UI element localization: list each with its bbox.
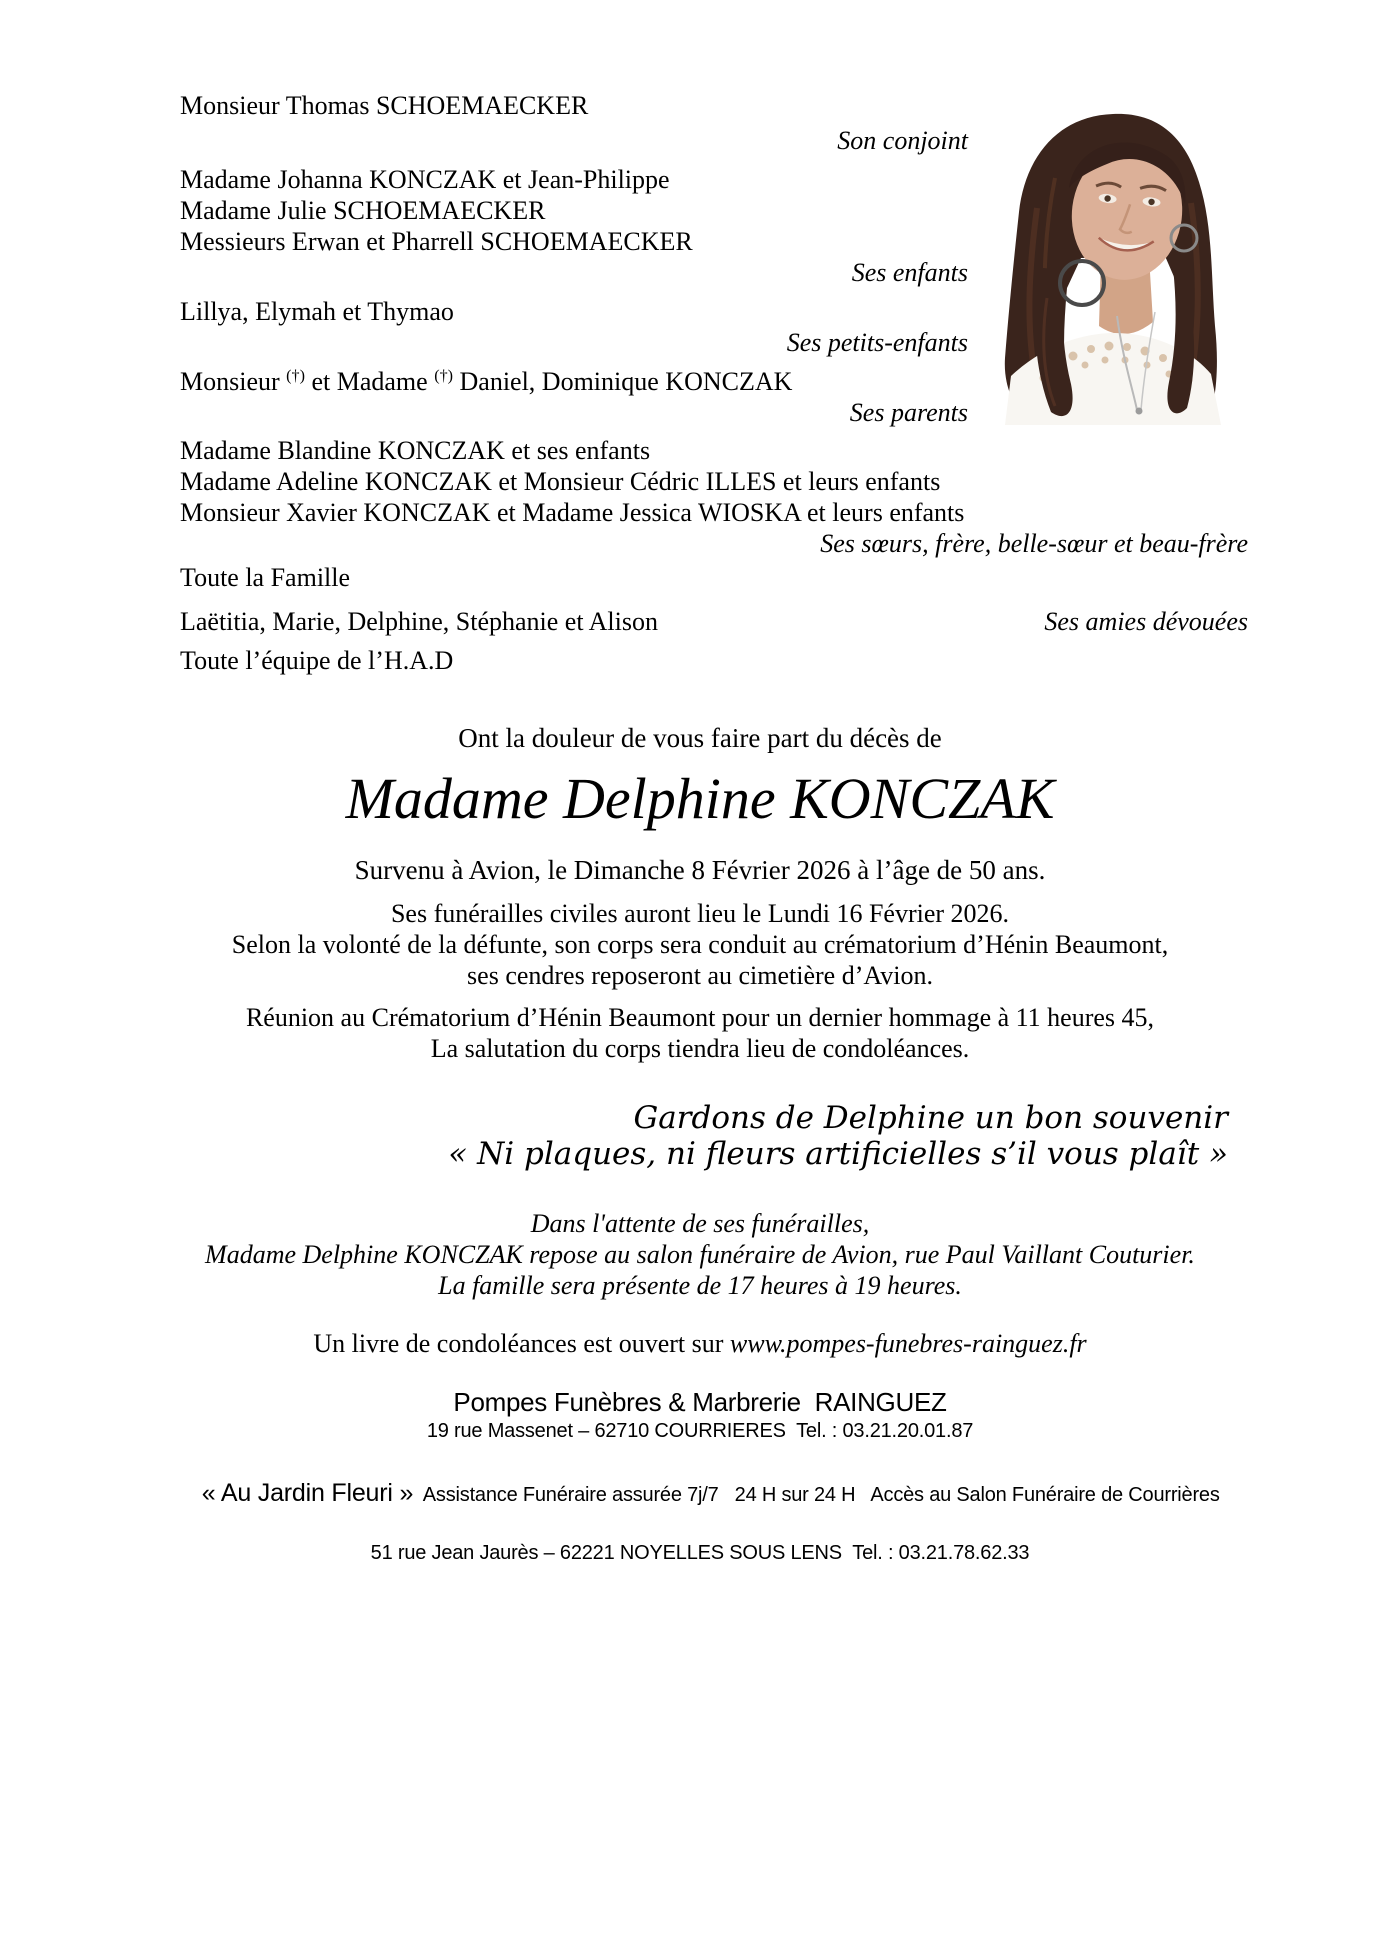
family-line: Toute la Famille bbox=[180, 563, 351, 592]
condolence-book-url: www.pompes-funebres-rainguez.fr bbox=[729, 1329, 1087, 1358]
announcement-intro: Ont la douleur de vous faire part du décès de bbox=[458, 723, 942, 753]
funeral-home-name: Pompes Funèbres & Marbrerie RAINGUEZ bbox=[453, 1387, 947, 1417]
portrait-photo bbox=[985, 108, 1237, 425]
condolence-book-text: Un livre de condoléances est ouvert sur bbox=[313, 1329, 730, 1358]
friends-line bbox=[0, 606, 1378, 637]
team-line: Toute l’équipe de l’H.A.D bbox=[180, 646, 454, 675]
label-ses-amies: Ses amies dévouées bbox=[1044, 607, 1248, 636]
repose-line: La famille sera présente de 17 heures à 19 heures. bbox=[438, 1271, 962, 1300]
dagger-symbol: (†) bbox=[434, 367, 453, 385]
sibling-name-line: Monsieur Xavier KONCZAK et Madame Jessica WIOSKA et leurs enfants bbox=[180, 498, 965, 527]
spouse-name-line: Monsieur Thomas SCHOEMAECKER bbox=[180, 91, 589, 120]
parents-text: Monsieur bbox=[180, 367, 287, 396]
label-ses-enfants: Ses enfants bbox=[851, 258, 968, 287]
sibling-name-line: Madame Adeline KONCZAK et Monsieur Cédric ILLES et leurs enfants bbox=[180, 467, 941, 496]
parents-text: et Madame bbox=[304, 367, 435, 396]
tribute-line: Gardons de Delphine un bon souvenir bbox=[633, 1100, 1228, 1136]
sibling-name-line: Madame Blandine KONCZAK et ses enfants bbox=[180, 436, 651, 465]
deceased-name: Madame Delphine KONCZAK bbox=[345, 766, 1055, 831]
condolence-book-line bbox=[0, 1328, 1378, 1359]
death-details: Survenu à Avion, le Dimanche 8 Février 2026 à l’âge de 50 ans. bbox=[354, 855, 1046, 885]
funeral-line: ses cendres reposeront au cimetière d’Avion. bbox=[467, 961, 933, 990]
label-ses-parents: Ses parents bbox=[849, 398, 968, 427]
friends-names: Laëtitia, Marie, Delphine, Stéphanie et Alison bbox=[180, 607, 658, 636]
funeral-home-brand: « Au Jardin Fleuri » bbox=[201, 1479, 414, 1507]
funeral-home-address-1: 19 rue Massenet – 62710 COURRIERES Tel. : 03.21.20.01.87 bbox=[426, 1420, 974, 1442]
label-ses-soeurs: Ses sœurs, frère, belle-sœur et beau-frère bbox=[820, 529, 1248, 558]
tribute-quote: « Ni plaques, ni fleurs artificielles s’il vous plaît » bbox=[448, 1136, 1228, 1172]
child-name-line: Madame Johanna KONCZAK et Jean-Philippe bbox=[180, 165, 670, 194]
label-son-conjoint: Son conjoint bbox=[837, 126, 968, 155]
repose-line: Dans l'attente de ses funérailles, bbox=[530, 1209, 870, 1238]
child-name-line: Madame Julie SCHOEMAECKER bbox=[180, 196, 546, 225]
funeral-line: Selon la volonté de la défunte, son corps sera conduit au crématorium d’Hénin Beaumont, bbox=[231, 930, 1169, 959]
parents-text: Daniel, Dominique KONCZAK bbox=[453, 367, 793, 396]
funeral-home-services: Assistance Funéraire assurée 7j/7 24 H sur 24 H Accès au Salon Funéraire de Courrières bbox=[413, 1484, 1220, 1506]
gathering-line: Réunion au Crématorium d’Hénin Beaumont pour un dernier hommage à 11 heures 45, bbox=[245, 1003, 1155, 1032]
dagger-symbol: (†) bbox=[286, 367, 305, 385]
gathering-line: La salutation du corps tiendra lieu de condoléances. bbox=[430, 1034, 970, 1063]
label-ses-petits-enfants: Ses petits-enfants bbox=[786, 328, 968, 357]
grandchildren-name-line: Lillya, Elymah et Thymao bbox=[180, 297, 454, 326]
funeral-line: Ses funérailles civiles auront lieu le Lundi 16 Février 2026. bbox=[390, 899, 1010, 928]
repose-line: Madame Delphine KONCZAK repose au salon funéraire de Avion, rue Paul Vaillant Couturier. bbox=[205, 1240, 1195, 1269]
funeral-home-services-line bbox=[0, 1448, 1378, 1540]
portrait-illustration bbox=[985, 108, 1237, 425]
funeral-home-address-2: 51 rue Jean Jaurès – 62221 NOYELLES SOUS LENS Tel. : 03.21.78.62.33 bbox=[370, 1542, 1030, 1564]
child-name-line: Messieurs Erwan et Pharrell SCHOEMAECKER bbox=[180, 227, 693, 256]
